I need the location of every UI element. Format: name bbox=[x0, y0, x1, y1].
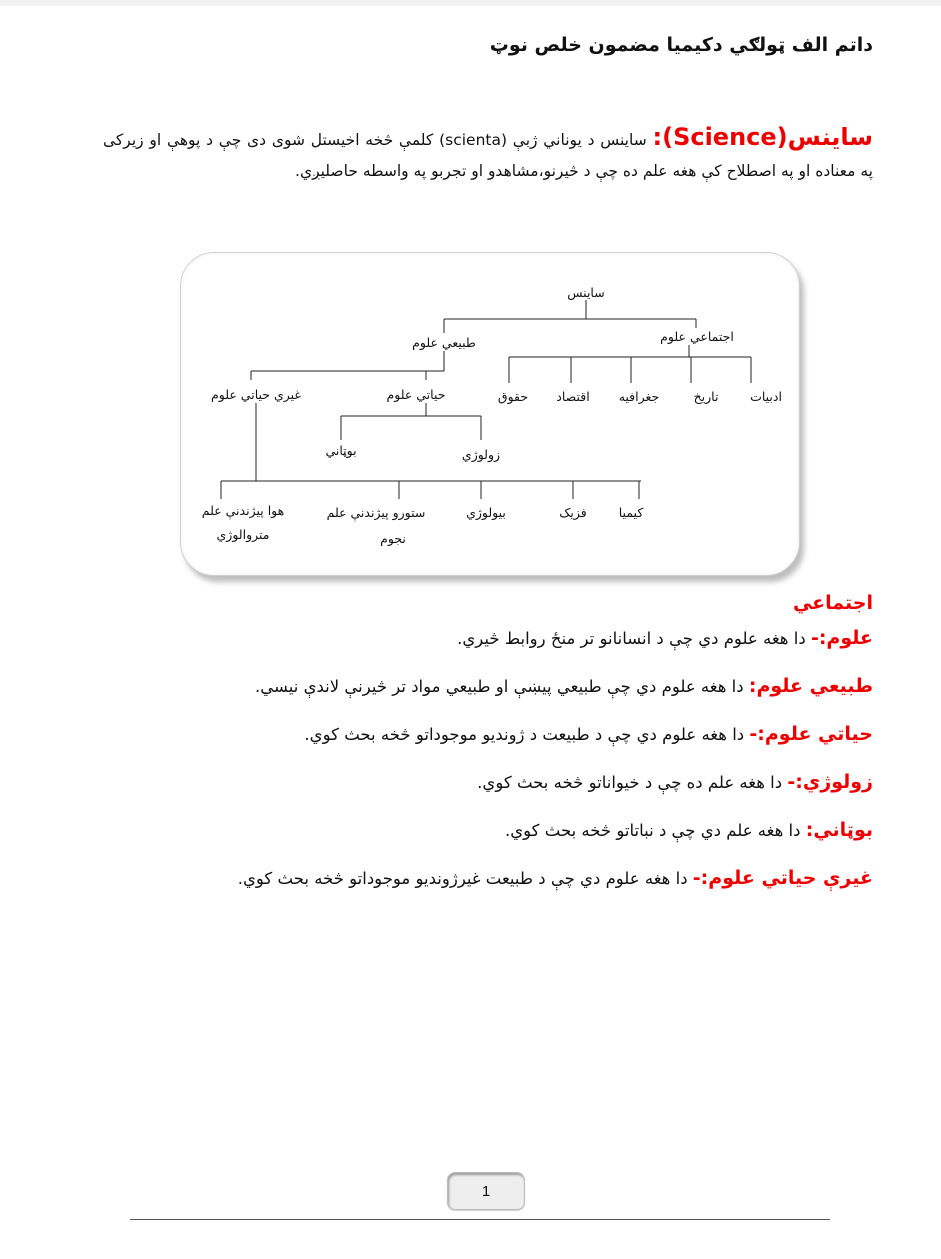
diagram-node-life: حیاتي علوم bbox=[386, 387, 446, 402]
diagram-node-history: تاریخ bbox=[693, 389, 719, 404]
definition-item bbox=[93, 766, 873, 814]
diagram-node-botany: بوټاني bbox=[325, 443, 357, 458]
definition-term: طبیعي علوم: bbox=[748, 675, 873, 697]
diagram-node-physics: فزیک bbox=[559, 505, 587, 520]
definition-item bbox=[93, 718, 873, 766]
definition-term: حیاتي علوم:- bbox=[749, 723, 873, 745]
diagram-node-non-life: غیري حیاتي علوم bbox=[211, 387, 301, 402]
diagram-node-geography: جغرافیه bbox=[618, 389, 660, 404]
science-classification-diagram bbox=[180, 252, 800, 576]
definition-text: دا هغه علوم دي چې د طبیعت غیرژوندیو موجوداتو څخه بحث کوي. bbox=[237, 869, 693, 888]
definition-text: دا هغه علوم دي چې د انسانانو تر منځ روابط څیري. bbox=[457, 629, 811, 648]
diagram-node-economics: اقتصاد bbox=[556, 389, 590, 404]
definition-item bbox=[93, 862, 873, 910]
intro-paragraph bbox=[103, 122, 873, 187]
definition-text: دا هغه علوم دي چې د طبیعت د ژوندیو موجوداتو څخه بحث کوي. bbox=[304, 725, 750, 744]
diagram-node-chemistry: کیمیا bbox=[618, 505, 644, 520]
science-definition: ساینس د یوناني ژبې (scienta) کلمې څخه اخیستل شوی دی چې د پوهې او زیرکی په معناده او په اصطلاح کې هغه علم ده چې د څیرنو،مشاهدو او تجربو په واسطه حاصلیږي. bbox=[103, 131, 873, 180]
definition-term: علوم:- bbox=[810, 627, 873, 649]
diagram-node-astronomy-alt: نجوم bbox=[380, 531, 406, 546]
definitions bbox=[93, 592, 873, 910]
diagram-node-meteorology-alt: متروالوژي bbox=[216, 527, 270, 542]
science-term: ساینس(Science): bbox=[652, 123, 873, 151]
diagram-node-social: اجتماعي علوم bbox=[660, 329, 734, 344]
definition-item bbox=[93, 814, 873, 862]
diagram-node-zoology: زولوژي bbox=[461, 447, 501, 462]
diagram-node-meteorology: هوا پیژندنې علم bbox=[201, 503, 285, 518]
diagram-node-literature: ادبیات bbox=[750, 389, 782, 404]
definition-text: دا هغه علم ده چې د خیواناتو څخه بحث کوي. bbox=[477, 773, 788, 792]
diagram-svg bbox=[181, 253, 799, 575]
diagram-node-root: ساینس bbox=[567, 285, 605, 300]
definition-item bbox=[93, 670, 873, 718]
definition-text: دا هغه علم دي چې د نباتاتو څخه بحث کوي. bbox=[504, 821, 806, 840]
diagram-node-biology: بیولوژي bbox=[466, 505, 506, 520]
definitions-heading: اجتماعي bbox=[792, 592, 873, 614]
diagram-node-astronomy: ستورو پیژندنې علم bbox=[326, 505, 426, 520]
page-number: 1 bbox=[481, 1182, 491, 1200]
footer-divider bbox=[130, 1219, 830, 1220]
definition-text: دا هغه علوم دي چې طبیعي پیښې او طبیعي مواد تر څیرنې لاندې نیسي. bbox=[255, 677, 749, 696]
page-number-box bbox=[447, 1172, 525, 1210]
diagram-node-natural: طبیعي علوم bbox=[412, 335, 476, 350]
definition-term: غیرې حیاتي علوم:- bbox=[692, 867, 873, 889]
diagram-node-law: حقوق bbox=[497, 389, 529, 404]
top-strip bbox=[0, 0, 941, 6]
definition-term: زولوژي:- bbox=[787, 771, 873, 793]
definition-term: بوټاني: bbox=[805, 819, 873, 841]
page-title: داتم الف ټولګي دکیمیا مضمون خلص نوټ bbox=[489, 34, 873, 56]
definition-item bbox=[93, 622, 873, 670]
